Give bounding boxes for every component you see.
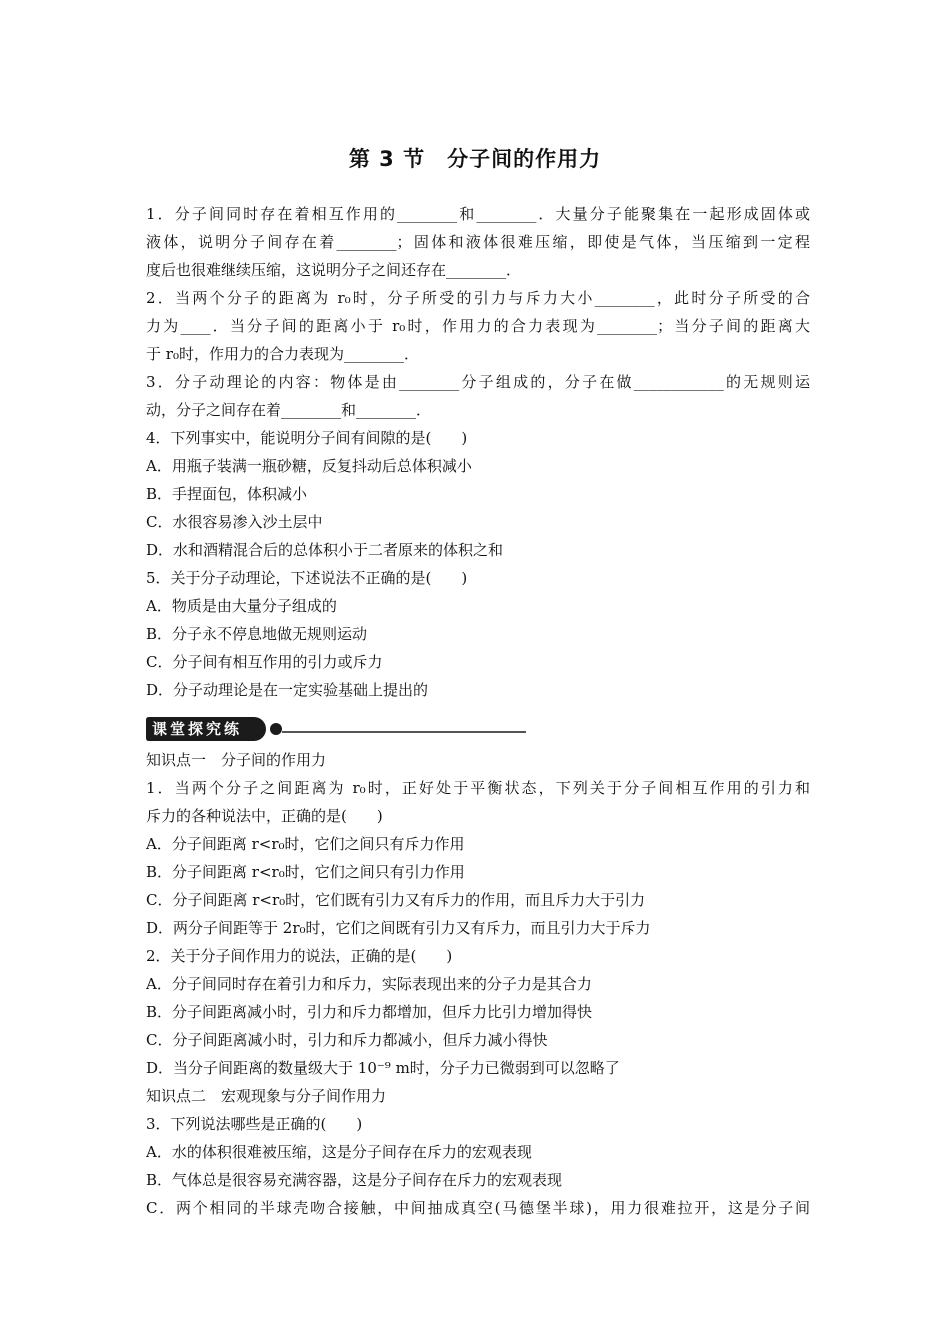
text-line: B．手捏面包，体积减小 bbox=[146, 485, 308, 503]
text-line: A．分子间同时存在着引力和斥力，实际表现出来的分子力是其合力 bbox=[146, 975, 592, 993]
banner-rule bbox=[282, 731, 526, 733]
text-line: 力为____．当分子间的距离小于 r₀时，作用力的合力表现为________；当分子间的距离大 bbox=[146, 317, 810, 335]
text-line: D．当分子间距离的数量级大于 10⁻⁹ m时，分子力已微弱到可以忽略了 bbox=[146, 1059, 620, 1077]
text-line: 3．分子动理论的内容：物体是由________分子组成的，分子在做____________的无规则运 bbox=[146, 373, 810, 391]
text-line: 1．分子间同时存在着相互作用的________和________．大量分子能聚集在一起形成固体或 bbox=[146, 205, 810, 223]
text-line: B．分子永不停息地做无规则运动 bbox=[146, 625, 368, 643]
page-title: 第 3 节 分子间的作用力 bbox=[348, 147, 602, 171]
text-line: 于 r₀时，作用力的合力表现为________． bbox=[146, 345, 419, 363]
text-line: A．水的体积很难被压缩，这是分子间存在斥力的宏观表现 bbox=[146, 1143, 532, 1161]
text-line: A．分子间距离 r<r₀时，它们之间只有斥力作用 bbox=[146, 835, 465, 853]
text-line: 4．下列事实中，能说明分子间有间隙的是( ) bbox=[146, 429, 468, 447]
text-line: 知识点一 分子间的作用力 bbox=[146, 751, 327, 769]
text-line: 5．关于分子动理论，下述说法不正确的是( ) bbox=[146, 569, 468, 587]
text-line: C．分子间距离减小时，引力和斥力都减小，但斥力减小得快 bbox=[146, 1031, 548, 1049]
text-line: 3．下列说法哪些是正确的( ) bbox=[146, 1115, 363, 1133]
text-line: B．分子间距离减小时，引力和斥力都增加，但斥力比引力增加得快 bbox=[146, 1003, 593, 1021]
text-line: D．分子动理论是在一定实验基础上提出的 bbox=[146, 681, 429, 699]
banner-label: 课堂探究练 bbox=[146, 717, 266, 741]
text-line: C．分子间距离 r<r₀时，它们既有引力又有斥力的作用，而且斥力大于引力 bbox=[146, 891, 646, 909]
text-line: C．分子间有相互作用的引力或斥力 bbox=[146, 653, 383, 671]
text-line: B．分子间距离 r<r₀时，它们之间只有引力作用 bbox=[146, 863, 465, 881]
text-line: 斥力的各种说法中，正确的是( ) bbox=[146, 807, 383, 825]
text-line: C．水很容易渗入沙土层中 bbox=[146, 513, 323, 531]
text-line: 2．当两个分子的距离为 r₀时，分子所受的引力与斥力大小________，此时分子所受的合 bbox=[146, 289, 810, 307]
text-line: B．气体总是很容易充满容器，这是分子间存在斥力的宏观表现 bbox=[146, 1171, 563, 1189]
banner-dot-icon bbox=[270, 723, 282, 735]
section-banner bbox=[146, 717, 526, 741]
pre-class-exercises bbox=[146, 200, 810, 704]
text-line: A．用瓶子装满一瓶砂糖，反复抖动后总体积减小 bbox=[146, 457, 472, 475]
text-line: 知识点二 宏观现象与分子间作用力 bbox=[146, 1087, 387, 1105]
text-line: C．两个相同的半球壳吻合接触，中间抽成真空(马德堡半球)，用力很难拉开，这是分子间 bbox=[146, 1199, 810, 1217]
text-line: D．两分子间距等于 2r₀时，它们之间既有引力又有斥力，而且引力大于斥力 bbox=[146, 919, 651, 937]
text-line: 度后也很难继续压缩，这说明分子之间还存在________． bbox=[146, 261, 522, 279]
classroom-exercises bbox=[146, 746, 810, 1222]
text-line: D．水和酒精混合后的总体积小于二者原来的体积之和 bbox=[146, 541, 504, 559]
text-line: A．物质是由大量分子组成的 bbox=[146, 597, 337, 615]
text-line: 液体，说明分子间存在着________；固体和液体很难压缩，即使是气体，当压缩到一定程 bbox=[146, 233, 810, 251]
text-line: 动，分子之间存在着________和________． bbox=[146, 401, 432, 419]
text-line: 1．当两个分子之间距离为 r₀时，正好处于平衡状态，下列关于分子间相互作用的引力和 bbox=[146, 779, 810, 797]
text-line: 2．关于分子间作用力的说法，正确的是( ) bbox=[146, 947, 453, 965]
